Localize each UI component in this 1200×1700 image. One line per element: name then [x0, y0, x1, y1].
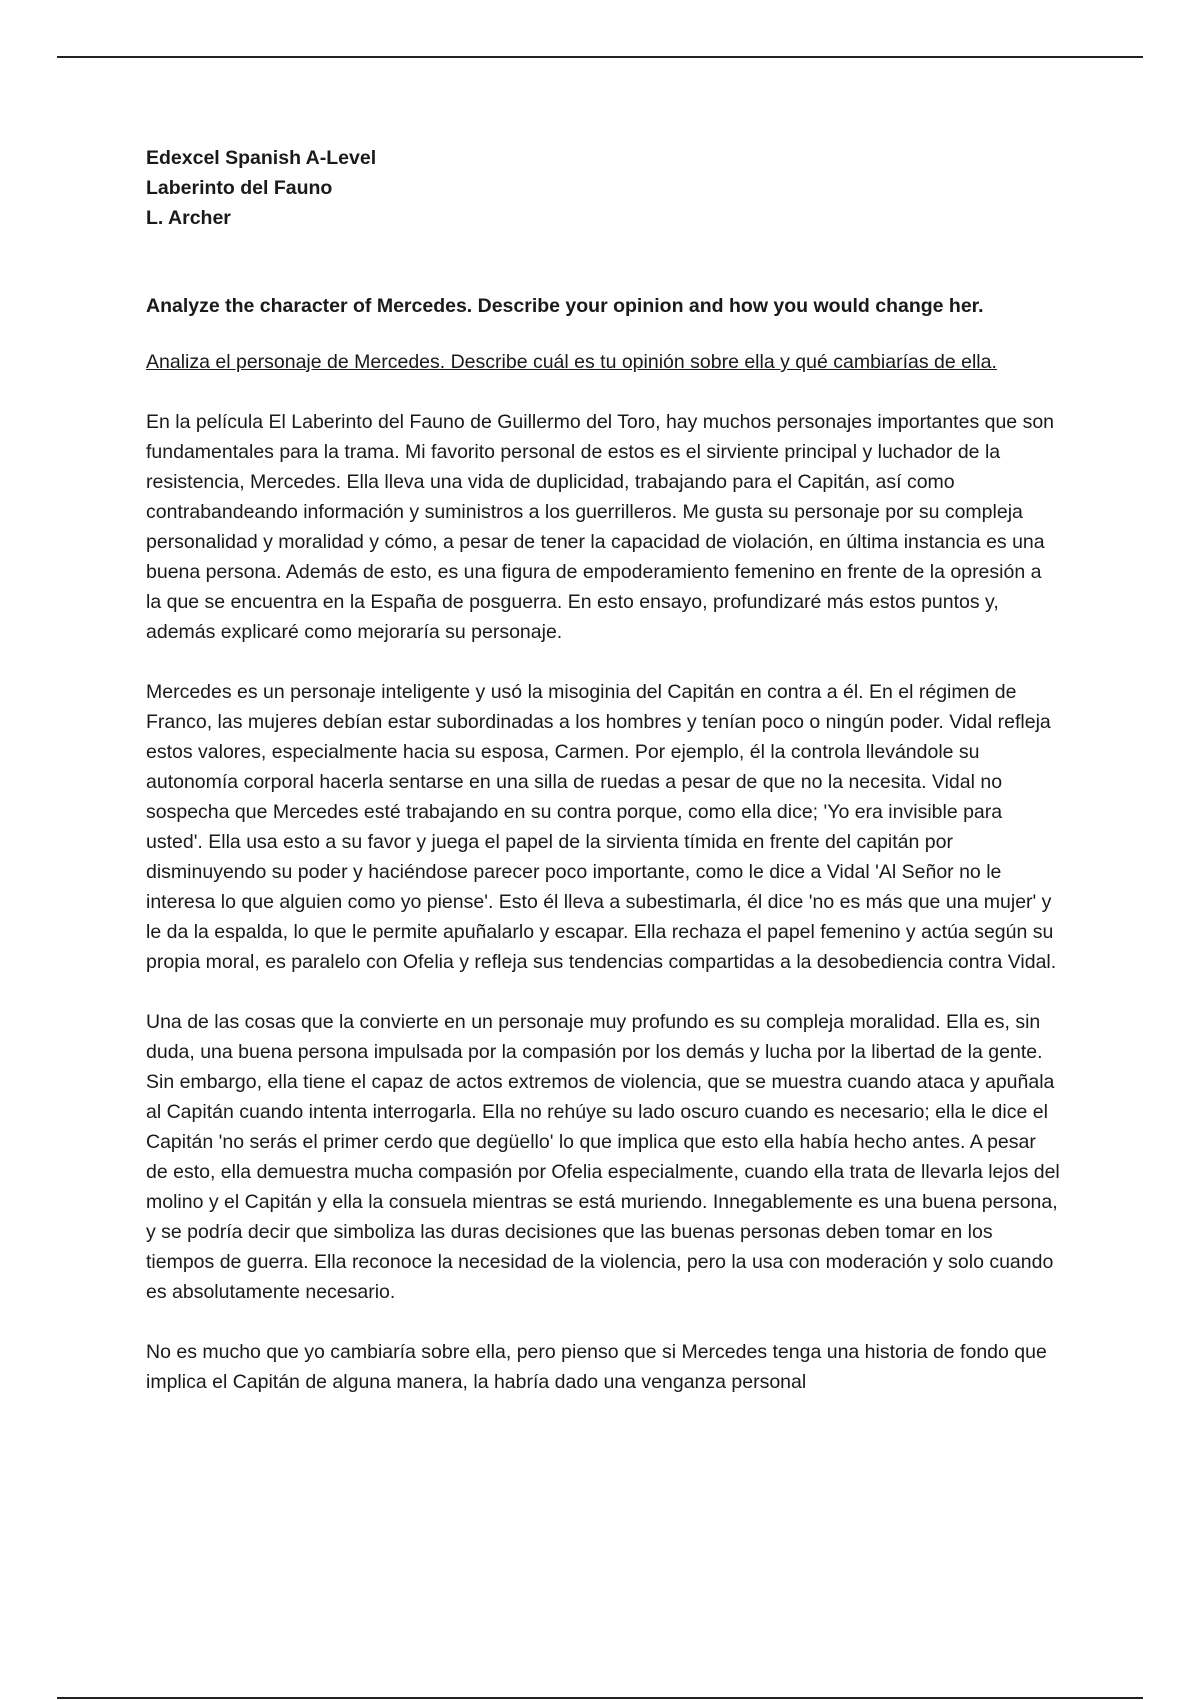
document-page [146, 143, 1061, 1397]
document-header [146, 143, 1061, 233]
essay-paragraph-2: Mercedes es un personaje inteligente y usó la misoginia del Capitán en contra a él. En el régimen de Franco, las mujeres debían estar subordinadas a los hombres y tenían poco o ningún poder. Vidal refleja estos valores, especialmente hacia su esposa, Carmen. Por ejemplo, él la controla llevándole su autonomía corporal hacerla sentarse en una silla de ruedas a pesar de que no la necesita. Vidal no sospecha que Mercedes esté trabajando en su contra porque, como ella dice; 'Yo era invisible para usted'. Ella usa esto a su favor y juega el papel de la sirvienta tímida en frente del capitán por disminuyendo su poder y haciéndose parecer poco importante, como le dice a Vidal 'Al Señor no le interesa lo que alguien como yo piense'. Esto él lleva a subestimarla, él dice 'no es más que una mujer' y le da la espalda, lo que le permite apuñalarlo y escapar. Ella rechaza el papel femenino y actúa según su propia moral, es paralelo con Ofelia y refleja sus tendencias compartidas a la desobediencia contra Vidal. [146, 681, 1057, 973]
work-title: Laberinto del Fauno [146, 177, 333, 199]
essay-paragraph-4: No es mucho que yo cambiaría sobre ella, pero pienso que si Mercedes tenga una historia de fondo que implica el Capitán de alguna manera, la habría dado una venganza personal [146, 1341, 1047, 1393]
essay-prompt-english: Analyze the character of Mercedes. Describe your opinion and how you would change her. [146, 295, 984, 317]
essay-paragraph-3: Una de las cosas que la convierte en un personaje muy profundo es su compleja moralidad. Ella es, sin duda, una buena persona impulsada por la compasión por los demás y lucha por la libertad de la gente. Sin embargo, ella tiene el capaz de actos extremos de violencia, que se muestra cuando ataca y apuñala al Capitán cuando intenta interrogarla. Ella no rehúye su lado oscuro cuando es necesario; ella le dice el Capitán 'no serás el primer cerdo que degüello' lo que implica que esto ella había hecho antes. A pesar de esto, ella demuestra mucha compasión por Ofelia especialmente, cuando ella trata de llevarla lejos del molino y el Capitán y ella la consuela mientras se está muriendo. Innegablemente es una buena persona, y se podría decir que simboliza las duras decisiones que las buenas personas deben tomar en los tiempos de guerra. Ella reconoce la necesidad de la violencia, pero la usa con moderación y solo cuando es absolutamente necesario. [146, 1011, 1060, 1303]
top-rule [57, 56, 1143, 58]
essay-paragraph-1: En la película El Laberinto del Fauno de Guillermo del Toro, hay muchos personajes importantes que son fundamentales para la trama. Mi favorito personal de estos es el sirviente principal y luchador de la resistencia, Mercedes. Ella lleva una vida de duplicidad, trabajando para el Capitán, así como contrabandeando información y suministros a los guerrilleros. Me gusta su personaje por su compleja personalidad y moralidad y cómo, a pesar de tener la capacidad de violación, en última instancia es una buena persona. Además de esto, es una figura de empoderamiento femenino en frente de la opresión a la que se encuentra en la España de posguerra. En esto ensayo, profundizaré más estos puntos y, además explicaré como mejoraría su personaje. [146, 411, 1055, 643]
bottom-rule [57, 1697, 1143, 1699]
essay-prompt-spanish: Analiza el personaje de Mercedes. Describe cuál es tu opinión sobre ella y qué cambiarías de ella. [146, 351, 997, 373]
author-name: L. Archer [146, 207, 231, 229]
course-title: Edexcel Spanish A-Level [146, 147, 377, 169]
